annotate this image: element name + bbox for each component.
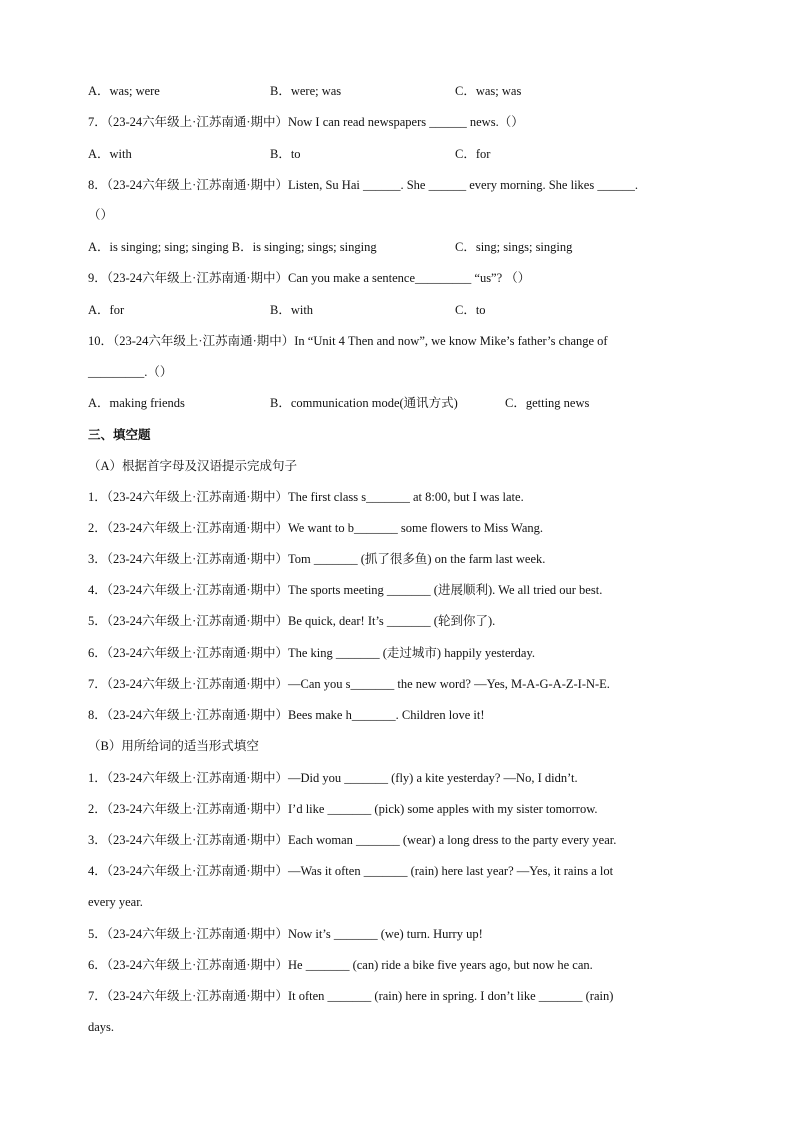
question-10: 10．（23-24六年级上·江苏南通·期中）In “Unit 4 Then and now”, we know Mike’s father’s change of bbox=[88, 334, 608, 348]
question-8: 8．（23-24六年级上·江苏南通·期中）Listen, Su Hai ______. She ______ every morning. She likes ______. bbox=[88, 178, 638, 192]
part-b-question: 6．（23-24六年级上·江苏南通·期中）He _______ (can) ride a bike five years ago, but now he can. bbox=[88, 958, 593, 972]
part-a-question: 3．（23-24六年级上·江苏南通·期中）Tom _______ (抓了很多鱼) on the farm last week. bbox=[88, 552, 546, 566]
part-b-question-continued: every year. bbox=[88, 895, 143, 909]
part-a-question: 1．（23-24六年级上·江苏南通·期中）The first class s_______ at 8:00, but I was late. bbox=[88, 490, 524, 504]
q9-option-a: A．for bbox=[88, 303, 125, 317]
question-10-blank: _________.（） bbox=[88, 365, 173, 379]
q8-option-c: C．sing; sings; singing bbox=[455, 240, 573, 254]
section-title: 三、填空题 bbox=[88, 428, 151, 442]
q10-option-c: C．getting news bbox=[505, 396, 590, 410]
q7-option-c: C．for bbox=[455, 147, 491, 161]
q7-option-b: B．to bbox=[270, 147, 301, 161]
part-a-title: （A）根据首字母及汉语提示完成句子 bbox=[88, 459, 298, 473]
q10-option-b: B．communication mode(通讯方式) bbox=[270, 396, 458, 410]
part-a-question: 5．（23-24六年级上·江苏南通·期中）Be quick, dear! It’s _______ (轮到你了). bbox=[88, 614, 496, 628]
q10-option-a: A．making friends bbox=[88, 396, 185, 410]
part-b-question: 2．（23-24六年级上·江苏南通·期中）I’d like _______ (pick) some apples with my sister tomorrow. bbox=[88, 802, 598, 816]
part-b-title: （B）用所给词的适当形式填空 bbox=[88, 739, 259, 753]
part-b-question: 3．（23-24六年级上·江苏南通·期中）Each woman _______ (wear) a long dress to the party every year. bbox=[88, 833, 617, 847]
q9-option-b: B．with bbox=[270, 303, 314, 317]
q7-option-a: A．with bbox=[88, 147, 132, 161]
part-a-question: 4．（23-24六年级上·江苏南通·期中）The sports meeting _______ (进展顺利). We all tried our best. bbox=[88, 583, 603, 597]
q6-option-c: C．was; was bbox=[455, 84, 522, 98]
q9-option-c: C．to bbox=[455, 303, 486, 317]
q6-option-b: B．were; was bbox=[270, 84, 342, 98]
part-b-question: 5．（23-24六年级上·江苏南通·期中）Now it’s _______ (we) turn. Hurry up! bbox=[88, 927, 483, 941]
part-a-question: 8．（23-24六年级上·江苏南通·期中）Bees make h_______. Children love it! bbox=[88, 708, 485, 722]
part-a-question: 6．（23-24六年级上·江苏南通·期中）The king _______ (走过城市) happily yesterday. bbox=[88, 646, 536, 660]
part-a-question: 2．（23-24六年级上·江苏南通·期中）We want to b_______ some flowers to Miss Wang. bbox=[88, 521, 544, 535]
question-9: 9．（23-24六年级上·江苏南通·期中）Can you make a sentence_________ “us”? （） bbox=[88, 271, 531, 285]
q6-option-a: A．was; were bbox=[88, 84, 160, 98]
part-b-question: 1．（23-24六年级上·江苏南通·期中）—Did you _______ (fly) a kite yesterday? —No, I didn’t. bbox=[88, 771, 578, 785]
part-b-question-continued: days. bbox=[88, 1020, 115, 1034]
question-8-answer-bracket: （） bbox=[88, 208, 114, 222]
q8-option-a-b: A．is singing; sing; singing B．is singing; sings; singing bbox=[88, 240, 377, 254]
part-b-question: 4．（23-24六年级上·江苏南通·期中）—Was it often _______ (rain) here last year? —Yes, it rains a lot bbox=[88, 864, 614, 878]
question-7: 7．（23-24六年级上·江苏南通·期中）Now I can read newspapers ______ news.（） bbox=[88, 115, 524, 129]
part-b-question: 7．（23-24六年级上·江苏南通·期中）It often _______ (rain) here in spring. I don’t like _______ (rain) bbox=[88, 989, 614, 1003]
part-a-question: 7．（23-24六年级上·江苏南通·期中）—Can you s_______ the new word? —Yes, M-A-G-A-Z-I-N-E. bbox=[88, 677, 610, 691]
